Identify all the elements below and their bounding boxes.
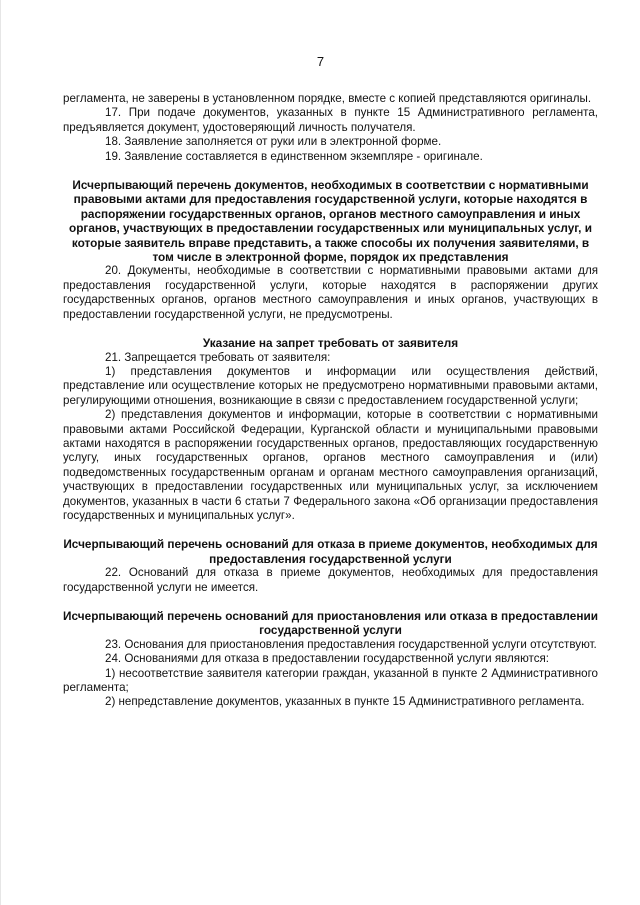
document-body <box>63 92 598 710</box>
paragraph-continuation: регламента, не заверены в установленном порядке, вместе с копией представляются оригиналы. <box>63 92 592 105</box>
paragraph-21-item-2: 2) представления документов и информации, которые в соответствии с нормативными правовыми актами Российской Федерации, Курганской области и муниципальными правовыми актами находятся в распоряжении государственных органов, предоставляющих государственную услугу, иных государственных органов, органов местного самоуправления и (или) подведомственных государственным органам и органам местного самоуправления организаций, участвующих в предоставлении государственных или муниципальных услуг, за исключением документов, указанных в части 6 статьи 7 Федерального закона «Об организации предоставления государственных и муниципальных услуг». <box>63 408 598 522</box>
paragraph-22: 22. Оснований для отказа в приеме документов, необходимых для предоставления государственной услуги не имеется. <box>63 566 598 594</box>
paragraph-24: 24. Основаниями для отказа в предоставлении государственной услуги являются: <box>105 652 549 666</box>
section-heading-suspension-refusal: Исчерпывающий перечень оснований для приостановления или отказа в предоставлении государственной услуги <box>63 609 598 638</box>
page-number: 7 <box>316 54 325 69</box>
paragraph-18: 18. Заявление заполняется от руки или в электронной форме. <box>105 135 442 149</box>
paragraph-20: 20. Документы, необходимые в соответствии с нормативными правовыми актами для предоставления государственной услуги, которые находятся в распоряжении других государственных органов, органов местного самоуправления и иных органов, участвующих в предоставлении государственной услуги, не предусмотрены. <box>63 264 598 321</box>
section-heading-documents-list: Исчерпывающий перечень документов, необходимых в соответствии с нормативными правовыми актами для предоставления государственной услуги, которые находятся в распоряжении государственных органов, органов местного самоуправления и иных органов, участвующих в предоставлении государственных или муниципальных услуг, и которые заявитель вправе представить, а также способы их получения заявителями, в том числе в электронной форме, порядок их представления <box>69 178 592 265</box>
paragraph-24-item-2: 2) непредставление документов, указанных в пункте 15 Административного регламента. <box>105 695 585 709</box>
section-heading-prohibition: Указание на запрет требовать от заявителя <box>202 336 459 351</box>
paragraph-21: 21. Запрещается требовать от заявителя: <box>105 350 331 364</box>
paragraph-19: 19. Заявление составляется в единственном экземпляре - оригинале. <box>105 149 483 163</box>
paragraph-24-item-1: 1) несоответствие заявителя категории граждан, указанной в пункте 2 Административного регламента; <box>63 666 598 695</box>
paragraph-21-item-1: 1) представления документов и информации или осуществления действий, представление или осуществление которых не предусмотрено нормативными правовыми актами, регулирующими отношения, возникающие в связи с предоставлением государственной услуги; <box>63 364 598 407</box>
section-heading-refusal-acceptance: Исчерпывающий перечень оснований для отказа в приеме документов, необходимых для предоставления государственной услуги <box>63 537 598 566</box>
paragraph-23: 23. Основания для приостановления предоставления государственной услуги отсутствуют. <box>105 637 597 651</box>
paragraph-17: 17. При подаче документов, указанных в пункте 15 Административного регламента, предъявляется документ, удостоверяющий личность получателя. <box>63 106 598 134</box>
